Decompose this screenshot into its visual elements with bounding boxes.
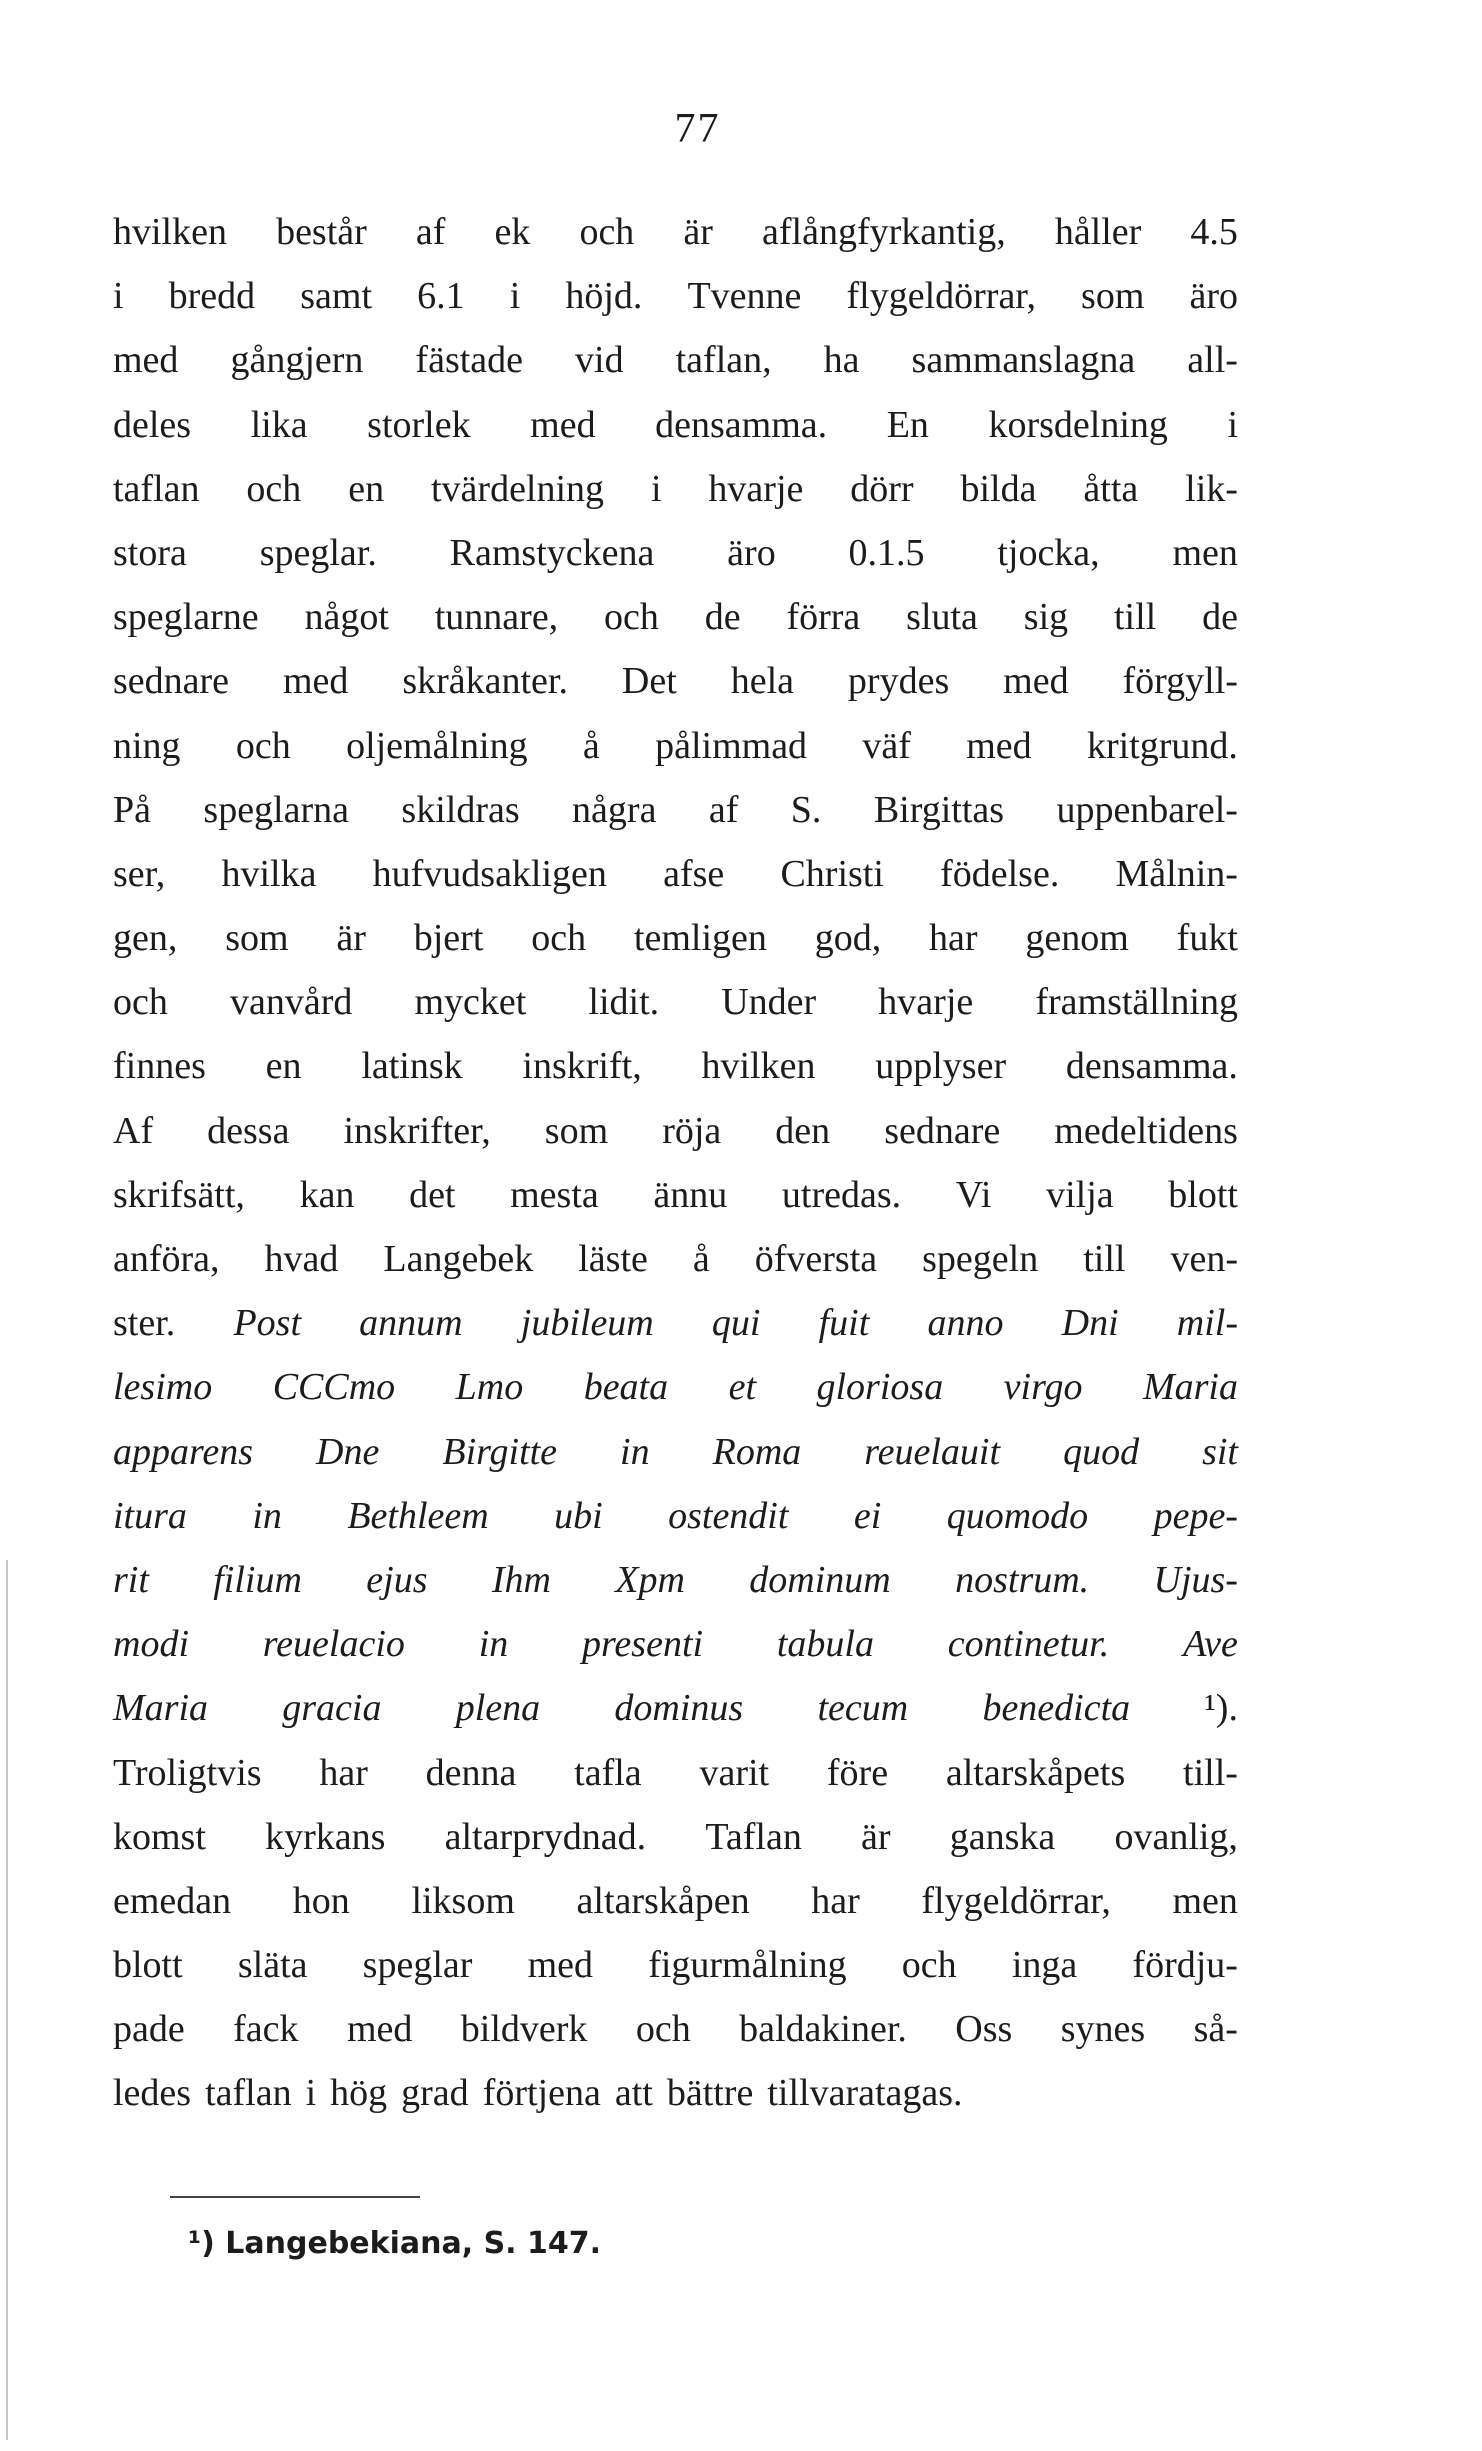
word: ledes bbox=[113, 2072, 192, 2115]
word: bjert bbox=[413, 917, 484, 960]
word: och bbox=[635, 2008, 691, 2051]
word: Birgittas bbox=[873, 788, 1005, 831]
word: har bbox=[811, 1879, 860, 1922]
word: figurmålning bbox=[648, 1944, 847, 1987]
word: anno bbox=[927, 1302, 1004, 1345]
word: benedicta bbox=[982, 1687, 1131, 1730]
word: som bbox=[225, 917, 289, 960]
word: födelse. bbox=[940, 852, 1060, 895]
word: taflan bbox=[113, 467, 200, 510]
word: i bbox=[113, 275, 124, 318]
text-line bbox=[113, 842, 1238, 906]
word: reuelauit bbox=[864, 1430, 1001, 1473]
word: En bbox=[886, 403, 929, 446]
text-line bbox=[113, 2061, 1238, 2125]
word: baldakiner. bbox=[739, 2008, 907, 2051]
word: sednare bbox=[884, 1109, 1001, 1152]
word: bättre bbox=[666, 2072, 754, 2115]
word: å bbox=[582, 724, 600, 767]
text-line bbox=[113, 1291, 1238, 1355]
word: oljemålning bbox=[346, 724, 528, 767]
word: På bbox=[113, 788, 151, 831]
word: blott bbox=[113, 1944, 183, 1987]
text-line bbox=[113, 1933, 1238, 1997]
word: hög bbox=[330, 2072, 388, 2115]
word: bildverk bbox=[460, 2008, 588, 2051]
word: speglarna bbox=[203, 788, 350, 831]
word: att bbox=[614, 2072, 653, 2115]
text-line bbox=[113, 970, 1238, 1034]
word: in bbox=[620, 1430, 650, 1473]
word: flygeldörrar, bbox=[921, 1879, 1111, 1922]
text-line bbox=[113, 1612, 1238, 1676]
word: sammanslagna bbox=[911, 339, 1136, 382]
word: plena bbox=[455, 1687, 541, 1730]
word: det bbox=[409, 1173, 456, 1216]
word: inga bbox=[1011, 1944, 1078, 1987]
word: lesimo bbox=[113, 1366, 213, 1409]
word: med bbox=[966, 724, 1032, 767]
word: mil- bbox=[1176, 1302, 1238, 1345]
word: är bbox=[336, 917, 366, 960]
word: 0.1.5 bbox=[848, 531, 925, 574]
word: deles bbox=[113, 403, 192, 446]
word: kritgrund. bbox=[1086, 724, 1238, 767]
word: grad bbox=[401, 2072, 469, 2115]
word: komst bbox=[113, 1815, 206, 1858]
word: beata bbox=[583, 1366, 669, 1409]
word: speglar. bbox=[259, 531, 377, 574]
word: men bbox=[1172, 1879, 1238, 1922]
word: å bbox=[692, 1238, 710, 1280]
word: ubi bbox=[554, 1494, 603, 1537]
word: Det bbox=[621, 660, 677, 703]
word: Taflan bbox=[705, 1815, 802, 1858]
word: ¹). bbox=[1204, 1687, 1238, 1730]
word: prydes bbox=[847, 660, 950, 703]
word: före bbox=[826, 1751, 889, 1794]
word: mesta bbox=[510, 1173, 599, 1216]
word: anföra, bbox=[113, 1238, 220, 1280]
text-line bbox=[113, 1034, 1238, 1098]
text-line bbox=[113, 264, 1238, 328]
word: och bbox=[113, 981, 168, 1024]
word: presenti bbox=[582, 1623, 704, 1666]
word: virgo bbox=[1003, 1366, 1083, 1409]
text-line bbox=[113, 1227, 1238, 1291]
word: ejus bbox=[366, 1558, 428, 1601]
word: ei bbox=[853, 1494, 882, 1537]
word: tecum bbox=[817, 1687, 909, 1730]
word: hela bbox=[730, 660, 794, 703]
word: Ave bbox=[1183, 1623, 1238, 1666]
word: gen, bbox=[113, 917, 178, 960]
text-line bbox=[113, 585, 1238, 649]
word: lik- bbox=[1185, 467, 1238, 510]
word: med bbox=[282, 660, 349, 703]
word: och bbox=[579, 211, 635, 253]
text-line bbox=[113, 649, 1238, 713]
footnote-divider bbox=[170, 2196, 420, 2198]
word: till bbox=[1113, 596, 1157, 639]
word: bilda bbox=[960, 467, 1037, 510]
word: i bbox=[1227, 403, 1238, 446]
word: af bbox=[708, 788, 739, 831]
word: hvad bbox=[264, 1238, 339, 1280]
word: till- bbox=[1183, 1751, 1238, 1794]
word: gracia bbox=[282, 1687, 382, 1730]
body-text bbox=[113, 200, 1238, 2126]
word: Bethleem bbox=[347, 1494, 489, 1537]
word: reuelacio bbox=[262, 1623, 405, 1666]
word: denna bbox=[425, 1751, 517, 1794]
word: Ujus- bbox=[1153, 1558, 1238, 1601]
word: några bbox=[572, 788, 657, 831]
word: nostrum. bbox=[955, 1558, 1090, 1601]
word: ovanlig, bbox=[1114, 1815, 1238, 1858]
word: af bbox=[415, 211, 446, 253]
word: Tvenne bbox=[687, 275, 802, 318]
word: Oss bbox=[955, 2008, 1013, 2051]
word: förtjena bbox=[482, 2072, 601, 2115]
word: altarprydnad. bbox=[444, 1815, 647, 1858]
word: släta bbox=[237, 1944, 308, 1987]
word: vanvård bbox=[229, 981, 353, 1024]
word: sednare bbox=[113, 660, 230, 703]
word: rit bbox=[113, 1558, 149, 1601]
word: väf bbox=[862, 724, 911, 767]
word: ostendit bbox=[668, 1494, 789, 1537]
word: annum bbox=[359, 1302, 463, 1345]
word: kyrkans bbox=[265, 1815, 386, 1858]
word: latinsk bbox=[361, 1045, 463, 1088]
footnote: ¹) Langebekiana, S. 147. bbox=[188, 2226, 602, 2261]
word: tvärdelning bbox=[430, 467, 605, 510]
text-line bbox=[113, 778, 1238, 842]
word: som bbox=[1081, 275, 1145, 318]
word: korsdelning bbox=[988, 403, 1168, 446]
word: varit bbox=[699, 1751, 770, 1794]
word: läste bbox=[578, 1238, 648, 1280]
scan-edge-line bbox=[6, 1560, 8, 2440]
word: hvarje bbox=[878, 981, 974, 1024]
word: all- bbox=[1187, 339, 1238, 382]
word: förra bbox=[786, 596, 861, 639]
text-line bbox=[113, 457, 1238, 521]
text-line bbox=[113, 1355, 1238, 1419]
text-line bbox=[113, 906, 1238, 970]
word: hufvudsakligen bbox=[372, 852, 607, 895]
text-line bbox=[113, 521, 1238, 585]
word: vid bbox=[575, 339, 624, 382]
word: lidit. bbox=[588, 981, 660, 1024]
word: god, bbox=[814, 917, 882, 960]
word: Målnin- bbox=[1115, 852, 1238, 895]
word: öfversta bbox=[754, 1238, 878, 1280]
word: ser, bbox=[113, 852, 166, 895]
word: äro bbox=[727, 531, 776, 574]
word: lika bbox=[250, 403, 308, 446]
word: Roma bbox=[712, 1430, 802, 1473]
word: Ramstyckena bbox=[449, 531, 655, 574]
word: kan bbox=[299, 1173, 355, 1216]
word: med bbox=[527, 1944, 594, 1987]
word: liksom bbox=[411, 1879, 515, 1922]
word: finnes bbox=[113, 1045, 206, 1088]
word: ven- bbox=[1170, 1238, 1238, 1280]
word: storlek bbox=[367, 403, 471, 446]
text-line bbox=[113, 393, 1238, 457]
word: en bbox=[348, 467, 385, 510]
word: Langebek bbox=[383, 1238, 534, 1280]
word: inskrift, bbox=[522, 1045, 642, 1088]
word: är bbox=[861, 1815, 891, 1858]
word: fuit bbox=[818, 1302, 870, 1345]
word: modi bbox=[113, 1623, 189, 1666]
word: sig bbox=[1023, 596, 1069, 639]
word: emedan bbox=[113, 1879, 232, 1922]
word: Maria bbox=[113, 1687, 208, 1730]
word: tjocka, bbox=[997, 531, 1100, 574]
text-line bbox=[113, 1099, 1238, 1163]
word: ganska bbox=[949, 1815, 1056, 1858]
text-line bbox=[113, 328, 1238, 392]
word: har bbox=[929, 917, 978, 960]
word: uppenbarel- bbox=[1056, 788, 1238, 831]
word: Xpm bbox=[615, 1558, 685, 1601]
word: hvilken bbox=[113, 211, 227, 253]
word: gångjern bbox=[230, 339, 364, 382]
word: stora bbox=[113, 531, 187, 574]
word: tabula bbox=[776, 1623, 874, 1666]
word: bredd bbox=[168, 275, 256, 318]
word: fästade bbox=[415, 339, 524, 382]
word: dessa bbox=[207, 1109, 290, 1152]
word: flygeldörrar, bbox=[846, 275, 1036, 318]
word: som bbox=[544, 1109, 609, 1152]
text-line bbox=[113, 1420, 1238, 1484]
word: röja bbox=[662, 1109, 722, 1152]
word: framställning bbox=[1035, 981, 1238, 1024]
word: med bbox=[530, 403, 596, 446]
word: åtta bbox=[1083, 467, 1139, 510]
word: den bbox=[775, 1109, 831, 1152]
word: Vi bbox=[955, 1173, 992, 1216]
text-line bbox=[113, 1869, 1238, 1933]
word: vilja bbox=[1046, 1173, 1114, 1216]
word: 6.1 bbox=[417, 275, 465, 318]
word: utredas. bbox=[781, 1173, 902, 1216]
word: och bbox=[246, 467, 302, 510]
text-line bbox=[113, 1163, 1238, 1227]
word: aflångfyrkantig, bbox=[762, 211, 1006, 253]
word: sluta bbox=[906, 596, 978, 639]
word: in bbox=[478, 1623, 509, 1666]
word: sit bbox=[1202, 1430, 1238, 1473]
word: qui bbox=[711, 1302, 761, 1345]
word: 4.5 bbox=[1190, 211, 1238, 253]
word: är bbox=[683, 211, 713, 253]
word: så- bbox=[1193, 2008, 1238, 2051]
word: CCCmo bbox=[272, 1366, 396, 1409]
word: i bbox=[509, 275, 521, 318]
word: i bbox=[305, 2072, 317, 2115]
word: ek bbox=[494, 211, 531, 253]
word: pålimmad bbox=[655, 724, 808, 767]
word: blott bbox=[1168, 1173, 1238, 1216]
word: dominum bbox=[749, 1558, 891, 1601]
word: medeltidens bbox=[1054, 1109, 1238, 1152]
word: densamma. bbox=[1065, 1045, 1238, 1088]
word: något bbox=[304, 596, 389, 639]
text-line bbox=[113, 1484, 1238, 1548]
word: och bbox=[901, 1944, 957, 1987]
word: inskrifter, bbox=[343, 1109, 491, 1152]
word: Dni bbox=[1061, 1302, 1119, 1345]
word: dörr bbox=[850, 467, 914, 510]
word: med bbox=[113, 339, 179, 382]
word: afse bbox=[663, 852, 725, 895]
word: till bbox=[1083, 1238, 1126, 1280]
word: filium bbox=[213, 1558, 302, 1601]
word: spegeln bbox=[922, 1238, 1039, 1280]
word: ning bbox=[113, 724, 181, 767]
word: fack bbox=[233, 2008, 299, 2051]
word: tunnare, bbox=[434, 596, 559, 639]
word: och bbox=[604, 596, 659, 639]
word: Maria bbox=[1142, 1366, 1238, 1409]
word: de bbox=[1202, 596, 1238, 639]
word: quomodo bbox=[946, 1494, 1089, 1537]
word: genom bbox=[1025, 917, 1129, 960]
word: Troligtvis bbox=[113, 1751, 262, 1794]
word: speglar bbox=[362, 1944, 473, 1987]
word: jubileum bbox=[520, 1302, 654, 1345]
word: hon bbox=[292, 1879, 350, 1922]
word: i bbox=[650, 467, 662, 510]
word: och bbox=[531, 917, 587, 960]
text-line bbox=[113, 1805, 1238, 1869]
word: quod bbox=[1063, 1430, 1140, 1473]
word: Af bbox=[113, 1109, 154, 1152]
word: altarskåpen bbox=[576, 1879, 750, 1922]
word: dominus bbox=[614, 1687, 744, 1730]
word: en bbox=[265, 1045, 302, 1088]
word: hvilken bbox=[701, 1045, 816, 1088]
word: continetur. bbox=[947, 1623, 1110, 1666]
word: med bbox=[346, 2008, 413, 2051]
word: mycket bbox=[414, 981, 527, 1024]
word: pepe- bbox=[1153, 1494, 1238, 1537]
word: samt bbox=[300, 275, 373, 318]
word: har bbox=[319, 1751, 368, 1794]
word: höjd. bbox=[565, 275, 643, 318]
word: taflan, bbox=[675, 339, 772, 382]
word: gloriosa bbox=[816, 1366, 944, 1409]
word: hvarje bbox=[708, 467, 804, 510]
word: skrifsätt, bbox=[113, 1173, 245, 1216]
word: och bbox=[235, 724, 291, 767]
word: Dne bbox=[316, 1430, 380, 1473]
word: ster. bbox=[113, 1302, 176, 1345]
word: skråkanter. bbox=[402, 660, 568, 703]
text-line bbox=[113, 1548, 1238, 1612]
word: tafla bbox=[574, 1751, 642, 1794]
word: ha bbox=[823, 339, 860, 382]
word: Post bbox=[233, 1302, 301, 1345]
word: S. bbox=[790, 788, 822, 831]
word: de bbox=[704, 596, 741, 639]
word: densamma. bbox=[655, 403, 828, 446]
word: äro bbox=[1189, 275, 1238, 318]
word: taflan bbox=[205, 2072, 292, 2115]
word: med bbox=[1003, 660, 1069, 703]
word: synes bbox=[1060, 2008, 1146, 2051]
text-line bbox=[113, 1741, 1238, 1805]
word: Under bbox=[721, 981, 817, 1024]
word: hvilka bbox=[221, 852, 317, 895]
word: håller bbox=[1054, 211, 1142, 253]
word: tillvaratagas. bbox=[767, 2072, 963, 2115]
word: förgyll- bbox=[1122, 660, 1238, 703]
word: in bbox=[252, 1494, 282, 1537]
word: apparens bbox=[113, 1430, 254, 1473]
page-number: 77 bbox=[674, 106, 721, 152]
word: men bbox=[1172, 531, 1238, 574]
word: Birgitte bbox=[442, 1430, 558, 1473]
word: Christi bbox=[780, 852, 884, 895]
word: upplyser bbox=[875, 1045, 1007, 1088]
word: Ihm bbox=[491, 1558, 551, 1601]
word: speglarne bbox=[113, 596, 259, 639]
word: skildras bbox=[401, 788, 520, 831]
word: altarskåpets bbox=[945, 1751, 1126, 1794]
text-line bbox=[113, 714, 1238, 778]
word: Lmo bbox=[455, 1366, 524, 1409]
word: temligen bbox=[633, 917, 767, 960]
word: fördju- bbox=[1132, 1944, 1238, 1987]
text-line bbox=[113, 1997, 1238, 2061]
text-line bbox=[113, 1676, 1238, 1740]
word: et bbox=[728, 1366, 757, 1409]
text-line bbox=[113, 200, 1238, 264]
word: består bbox=[276, 211, 367, 253]
word: ännu bbox=[653, 1173, 728, 1216]
word: pade bbox=[113, 2008, 185, 2051]
word: fukt bbox=[1176, 917, 1238, 960]
word: itura bbox=[113, 1494, 187, 1537]
